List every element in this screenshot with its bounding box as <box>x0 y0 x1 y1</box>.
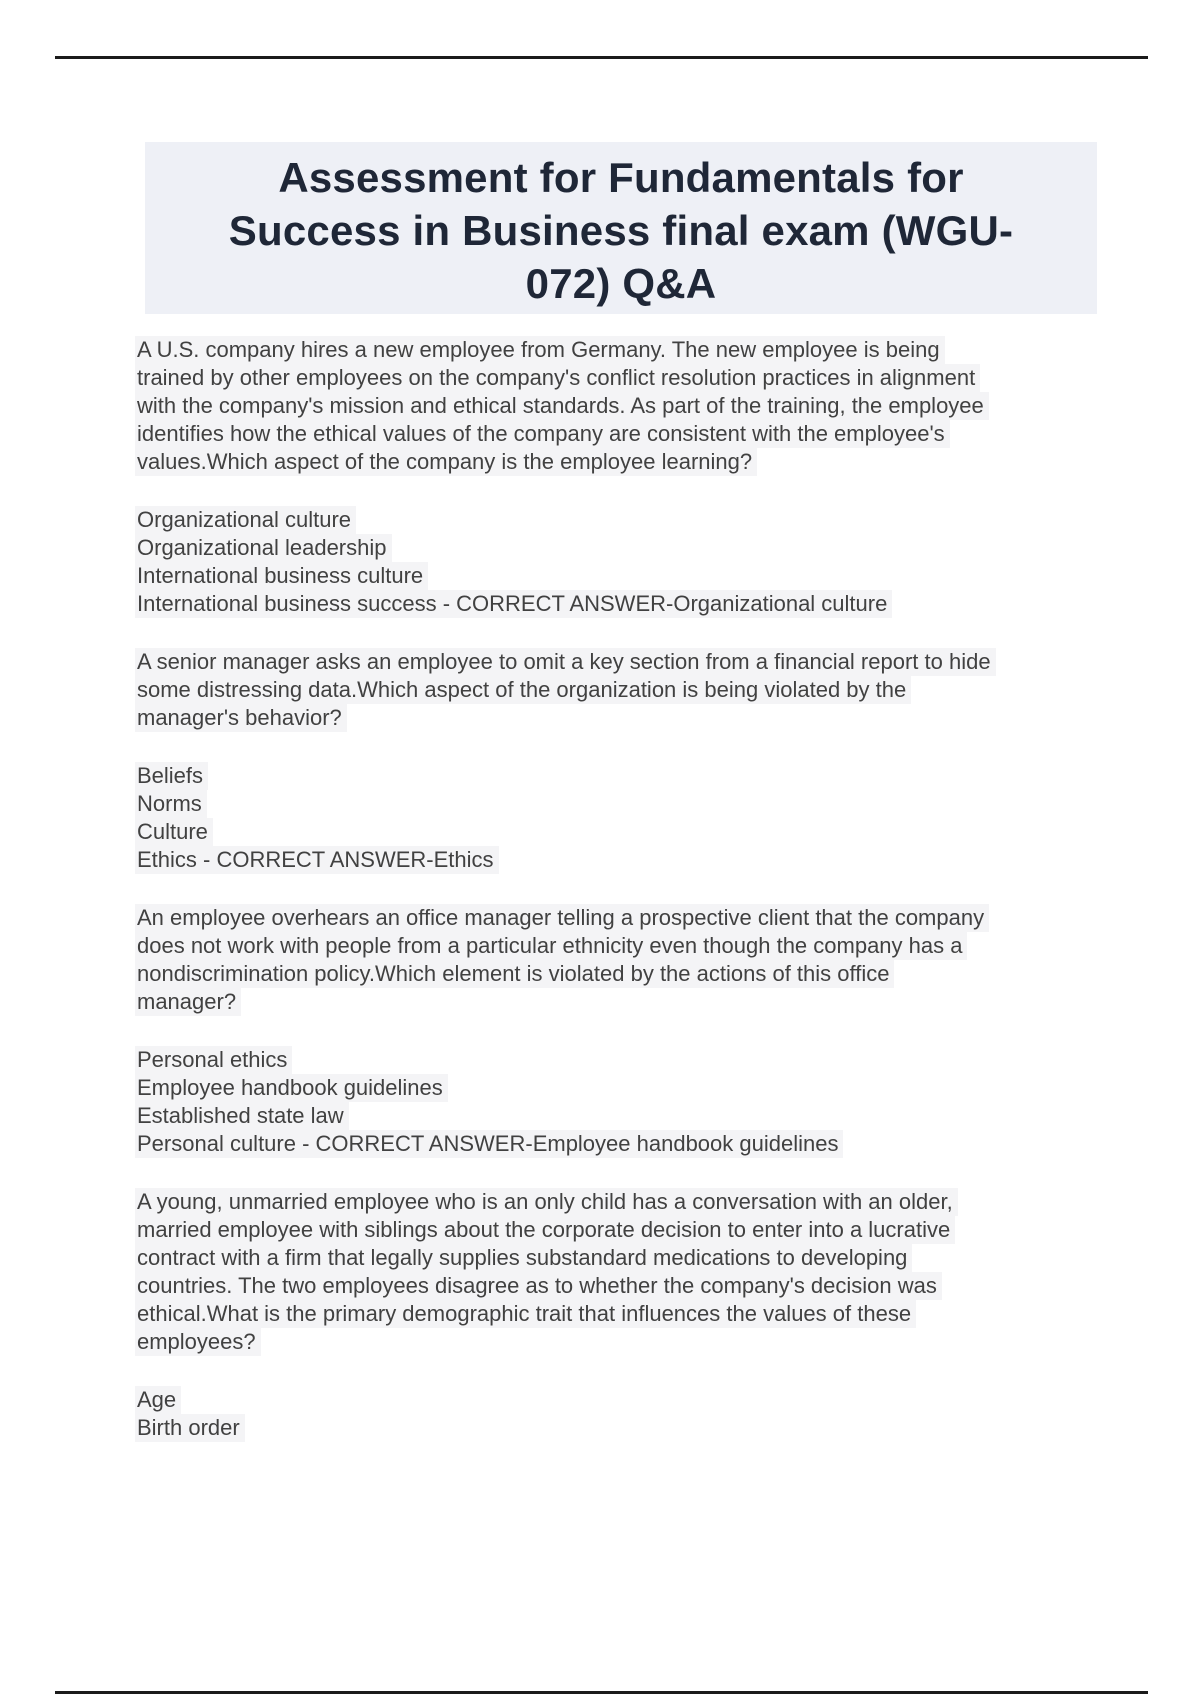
highlighted-text: Established state law <box>135 1102 349 1130</box>
highlighted-text: Organizational culture <box>135 506 356 534</box>
highlighted-text: some distressing data.Which aspect of the organization is being violated by the <box>135 676 911 704</box>
highlighted-text: Age <box>135 1386 181 1414</box>
text-line <box>137 448 1147 476</box>
highlighted-text: Personal culture - CORRECT ANSWER-Employee handbook guidelines <box>135 1130 843 1158</box>
highlighted-text: Personal ethics <box>135 1046 292 1074</box>
question-paragraph-3 <box>137 904 1147 1016</box>
option-line-correct-answer <box>137 590 1147 618</box>
highlighted-text: contract with a firm that legally supplies substandard medications to developing <box>135 1244 912 1272</box>
header-rule <box>55 56 1148 59</box>
title-line-1: Assessment for Fundamentals for <box>278 154 964 201</box>
title-line-2: Success in Business final exam (WGU- <box>228 207 1014 254</box>
text-line <box>137 676 1147 704</box>
option-line <box>137 1102 1147 1130</box>
footer-rule <box>55 1691 1148 1694</box>
answer-options-2 <box>137 762 1147 874</box>
option-line <box>137 534 1147 562</box>
text-line <box>137 364 1147 392</box>
highlighted-text: with the company's mission and ethical standards. As part of the training, the employee <box>135 392 989 420</box>
document-title-block <box>145 142 1097 314</box>
text-line <box>137 1272 1147 1300</box>
question-paragraph-4 <box>137 1188 1147 1356</box>
text-line <box>137 420 1147 448</box>
highlighted-text: Birth order <box>135 1414 245 1442</box>
option-line <box>137 506 1147 534</box>
highlighted-text: manager's behavior? <box>135 704 347 732</box>
option-line-correct-answer <box>137 1130 1147 1158</box>
highlighted-text: Culture <box>135 818 213 846</box>
text-line <box>137 1300 1147 1328</box>
highlighted-text: manager? <box>135 988 241 1016</box>
highlighted-text: A senior manager asks an employee to omit a key section from a financial report to hide <box>135 648 996 676</box>
text-line <box>137 1244 1147 1272</box>
highlighted-text: countries. The two employees disagree as to whether the company's decision was <box>135 1272 942 1300</box>
highlighted-text: A U.S. company hires a new employee from Germany. The new employee is being <box>135 336 945 364</box>
highlighted-text: A young, unmarried employee who is an only child has a conversation with an older, <box>135 1188 958 1216</box>
highlighted-text: Employee handbook guidelines <box>135 1074 448 1102</box>
highlighted-text: Ethics - CORRECT ANSWER-Ethics <box>135 846 499 874</box>
text-line <box>137 988 1147 1016</box>
option-line <box>137 562 1147 590</box>
text-line <box>137 1216 1147 1244</box>
document-body <box>137 336 1147 1472</box>
text-line <box>137 392 1147 420</box>
option-line <box>137 762 1147 790</box>
text-line <box>137 1328 1147 1356</box>
text-line <box>137 960 1147 988</box>
question-paragraph-2 <box>137 648 1147 732</box>
text-line <box>137 336 1147 364</box>
title-line-3: 072) Q&A <box>525 260 717 307</box>
highlighted-text: nondiscrimination policy.Which element is violated by the actions of this office <box>135 960 894 988</box>
option-line <box>137 1074 1147 1102</box>
answer-options-4 <box>137 1386 1147 1442</box>
text-line <box>137 648 1147 676</box>
highlighted-text: Organizational leadership <box>135 534 392 562</box>
text-line <box>137 932 1147 960</box>
highlighted-text: Norms <box>135 790 207 818</box>
option-line <box>137 790 1147 818</box>
text-line <box>137 1188 1147 1216</box>
highlighted-text: values.Which aspect of the company is the employee learning? <box>135 448 757 476</box>
answer-options-1 <box>137 506 1147 618</box>
option-line-correct-answer <box>137 846 1147 874</box>
highlighted-text: does not work with people from a particular ethnicity even though the company has a <box>135 932 967 960</box>
highlighted-text: International business success - CORRECT ANSWER-Organizational culture <box>135 590 892 618</box>
highlighted-text: employees? <box>135 1328 261 1356</box>
option-line <box>137 1046 1147 1074</box>
text-line <box>137 904 1147 932</box>
highlighted-text: identifies how the ethical values of the company are consistent with the employee's <box>135 420 950 448</box>
answer-options-3 <box>137 1046 1147 1158</box>
highlighted-text: trained by other employees on the company's conflict resolution practices in alignment <box>135 364 980 392</box>
text-line <box>137 704 1147 732</box>
highlighted-text: married employee with siblings about the corporate decision to enter into a lucrative <box>135 1216 955 1244</box>
option-line <box>137 1414 1147 1442</box>
highlighted-text: ethical.What is the primary demographic trait that influences the values of these <box>135 1300 916 1328</box>
highlighted-text: An employee overhears an office manager telling a prospective client that the company <box>135 904 989 932</box>
option-line <box>137 818 1147 846</box>
option-line <box>137 1386 1147 1414</box>
highlighted-text: Beliefs <box>135 762 208 790</box>
question-paragraph-1 <box>137 336 1147 476</box>
highlighted-text: International business culture <box>135 562 428 590</box>
